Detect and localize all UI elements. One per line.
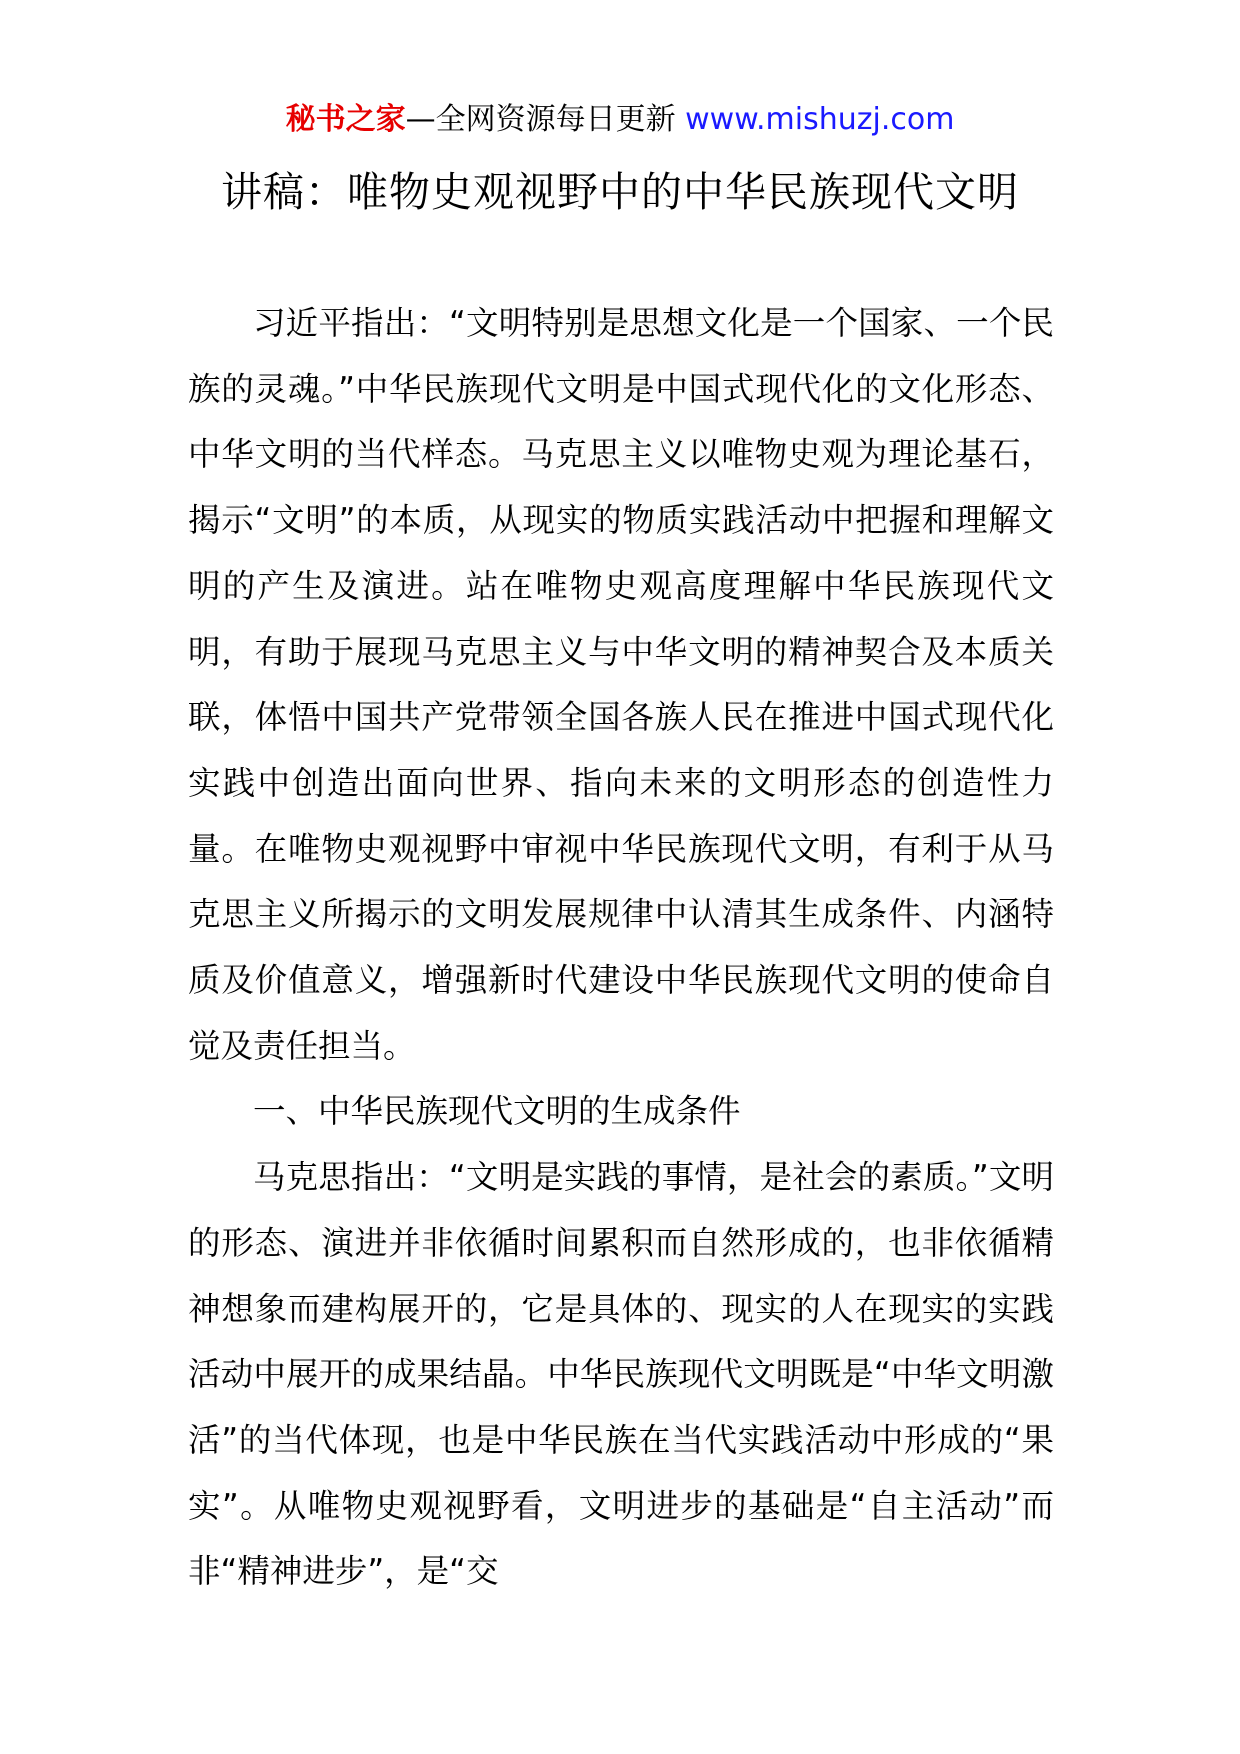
site-header [0,98,1240,142]
body-paragraph-section-1: 马克思指出：“文明是实践的事情，是社会的素质。”文明的形态、演进并非依循时间累积而自然形成的，也非依循精神想象而建构展开的，它是具体的、现实的人在现实的实践活动中展开的成果结晶。中华民族现代文明既是“中华文明激活”的当代体现，也是中华民族在当代实践活动中形成的“果实”。从唯物史观视野看，文明进步的基础是“自主活动”而非“精神进步”，是“交 [188,1158,1054,1591]
section-heading-1: 一、中华民族现代文明的生成条件 [253,1092,741,1131]
site-tagline: —全网资源每日更新 [405,102,676,137]
site-brand: 秘书之家 [285,102,406,137]
body-paragraph-intro: 习近平指出：“文明特别是思想文化是一个国家、一个民族的灵魂。”中华民族现代文明是中国式现代化的文化形态、中华文明的当代样态。马克思主义以唯物史观为理论基石，揭示“文明”的本质，从现实的物质实践活动中把握和理解文明的产生及演进。站在唯物史观高度理解中华民族现代文明，有助于展现马克思主义与中华文明的精神契合及本质关联，体悟中国共产党带领全国各族人民在推进中国式现代化实践中创造出面向世界、指向未来的文明形态的创造性力量。在唯物史观视野中审视中华民族现代文明，有利于从马克思主义所揭示的文明发展规律中认清其生成条件、内涵特质及价值意义，增强新时代建设中华民族现代文明的使命自觉及责任担当。 [188,304,1054,1065]
document-title: 讲稿：唯物史观视野中的中华民族现代文明 [221,168,1019,216]
site-url-link[interactable]: www.mishuzj.com [685,102,955,137]
document-body [188,291,1054,1605]
